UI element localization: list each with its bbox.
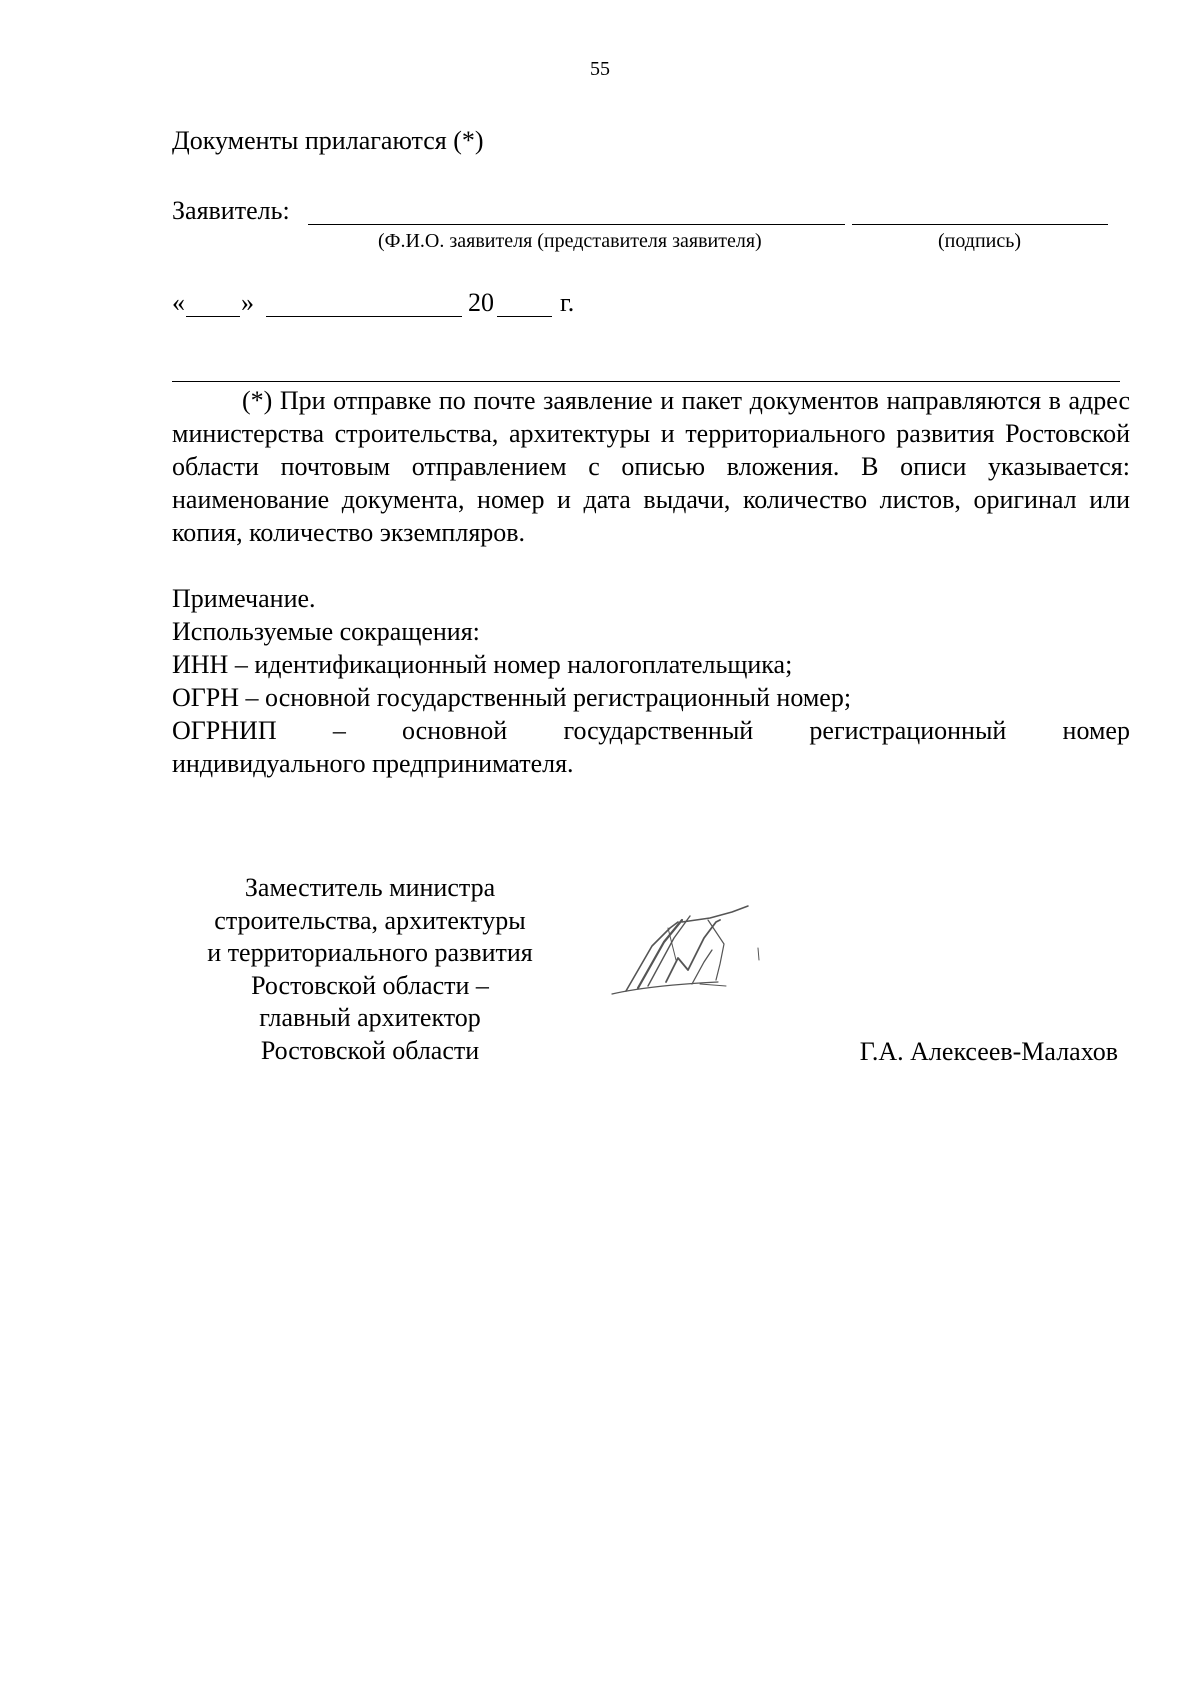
abbreviation-ogrnip-continuation: индивидуального предпринимателя. (172, 749, 574, 778)
position-line: и территориального развития (207, 938, 533, 967)
position-line: Заместитель министра (244, 873, 496, 902)
ogrnip-word: регистрационный (809, 716, 1007, 745)
applicant-name-blank (308, 224, 845, 225)
date-open-quote: « (172, 288, 185, 317)
abbreviation-inn: ИНН – идентификационный номер налогоплательщика; (172, 650, 793, 679)
abbreviation-ogrnip (172, 714, 1130, 747)
ogrnip-word: номер (1062, 716, 1130, 745)
applicant-signature-blank (852, 224, 1108, 225)
applicant-label: Заявитель: (172, 196, 290, 225)
date-close-quote: » (241, 288, 254, 317)
notes-subheading: Используемые сокращения: (172, 617, 480, 646)
ogrnip-word: государственный (563, 716, 754, 745)
attachments-line: Документы прилагаются (*) (172, 126, 484, 155)
position-line: Ростовской области – (251, 970, 489, 1000)
handwritten-signature (608, 898, 778, 998)
date-day-blank (186, 316, 240, 317)
position-line: главный архитектор (259, 1003, 481, 1032)
ogrnip-word: основной (402, 716, 508, 745)
page-number: 55 (590, 58, 610, 80)
signatory-position (170, 872, 570, 1067)
date-month-blank (266, 316, 462, 317)
ogrnip-word: ОГРНИП (172, 716, 277, 745)
footnote-paragraph (172, 384, 1130, 549)
footnote-text: (*) При отправке по почте заявление и пакет документов направляются в адрес министерства строительства, архитектуры и территориального развития Ростовской области почтовым отправлением с описью вложения. В описи указывается: наименование документа, номер и дата выдачи, количество листов, оригинал или копия, количество экземпляров. (172, 386, 1130, 547)
date-year-prefix: 20 (468, 288, 494, 317)
position-line: Ростовской области (260, 1035, 480, 1065)
ogrnip-dash: – (332, 716, 346, 745)
notes-section (172, 582, 1130, 780)
signatory-name: Г.А. Алексеев-Малахов (859, 1037, 1118, 1066)
footnote-separator (172, 381, 1120, 382)
notes-heading: Примечание. (172, 584, 316, 613)
applicant-name-caption: (Ф.И.О. заявителя (представителя заявителя) (378, 230, 762, 252)
date-year-blank (497, 316, 552, 317)
abbreviation-ogrn: ОГРН – основной государственный регистрационный номер; (172, 683, 852, 712)
position-line: строительства, архитектуры (214, 905, 526, 935)
applicant-signature-caption: (подпись) (938, 230, 1022, 252)
date-year-suffix: г. (560, 288, 575, 317)
